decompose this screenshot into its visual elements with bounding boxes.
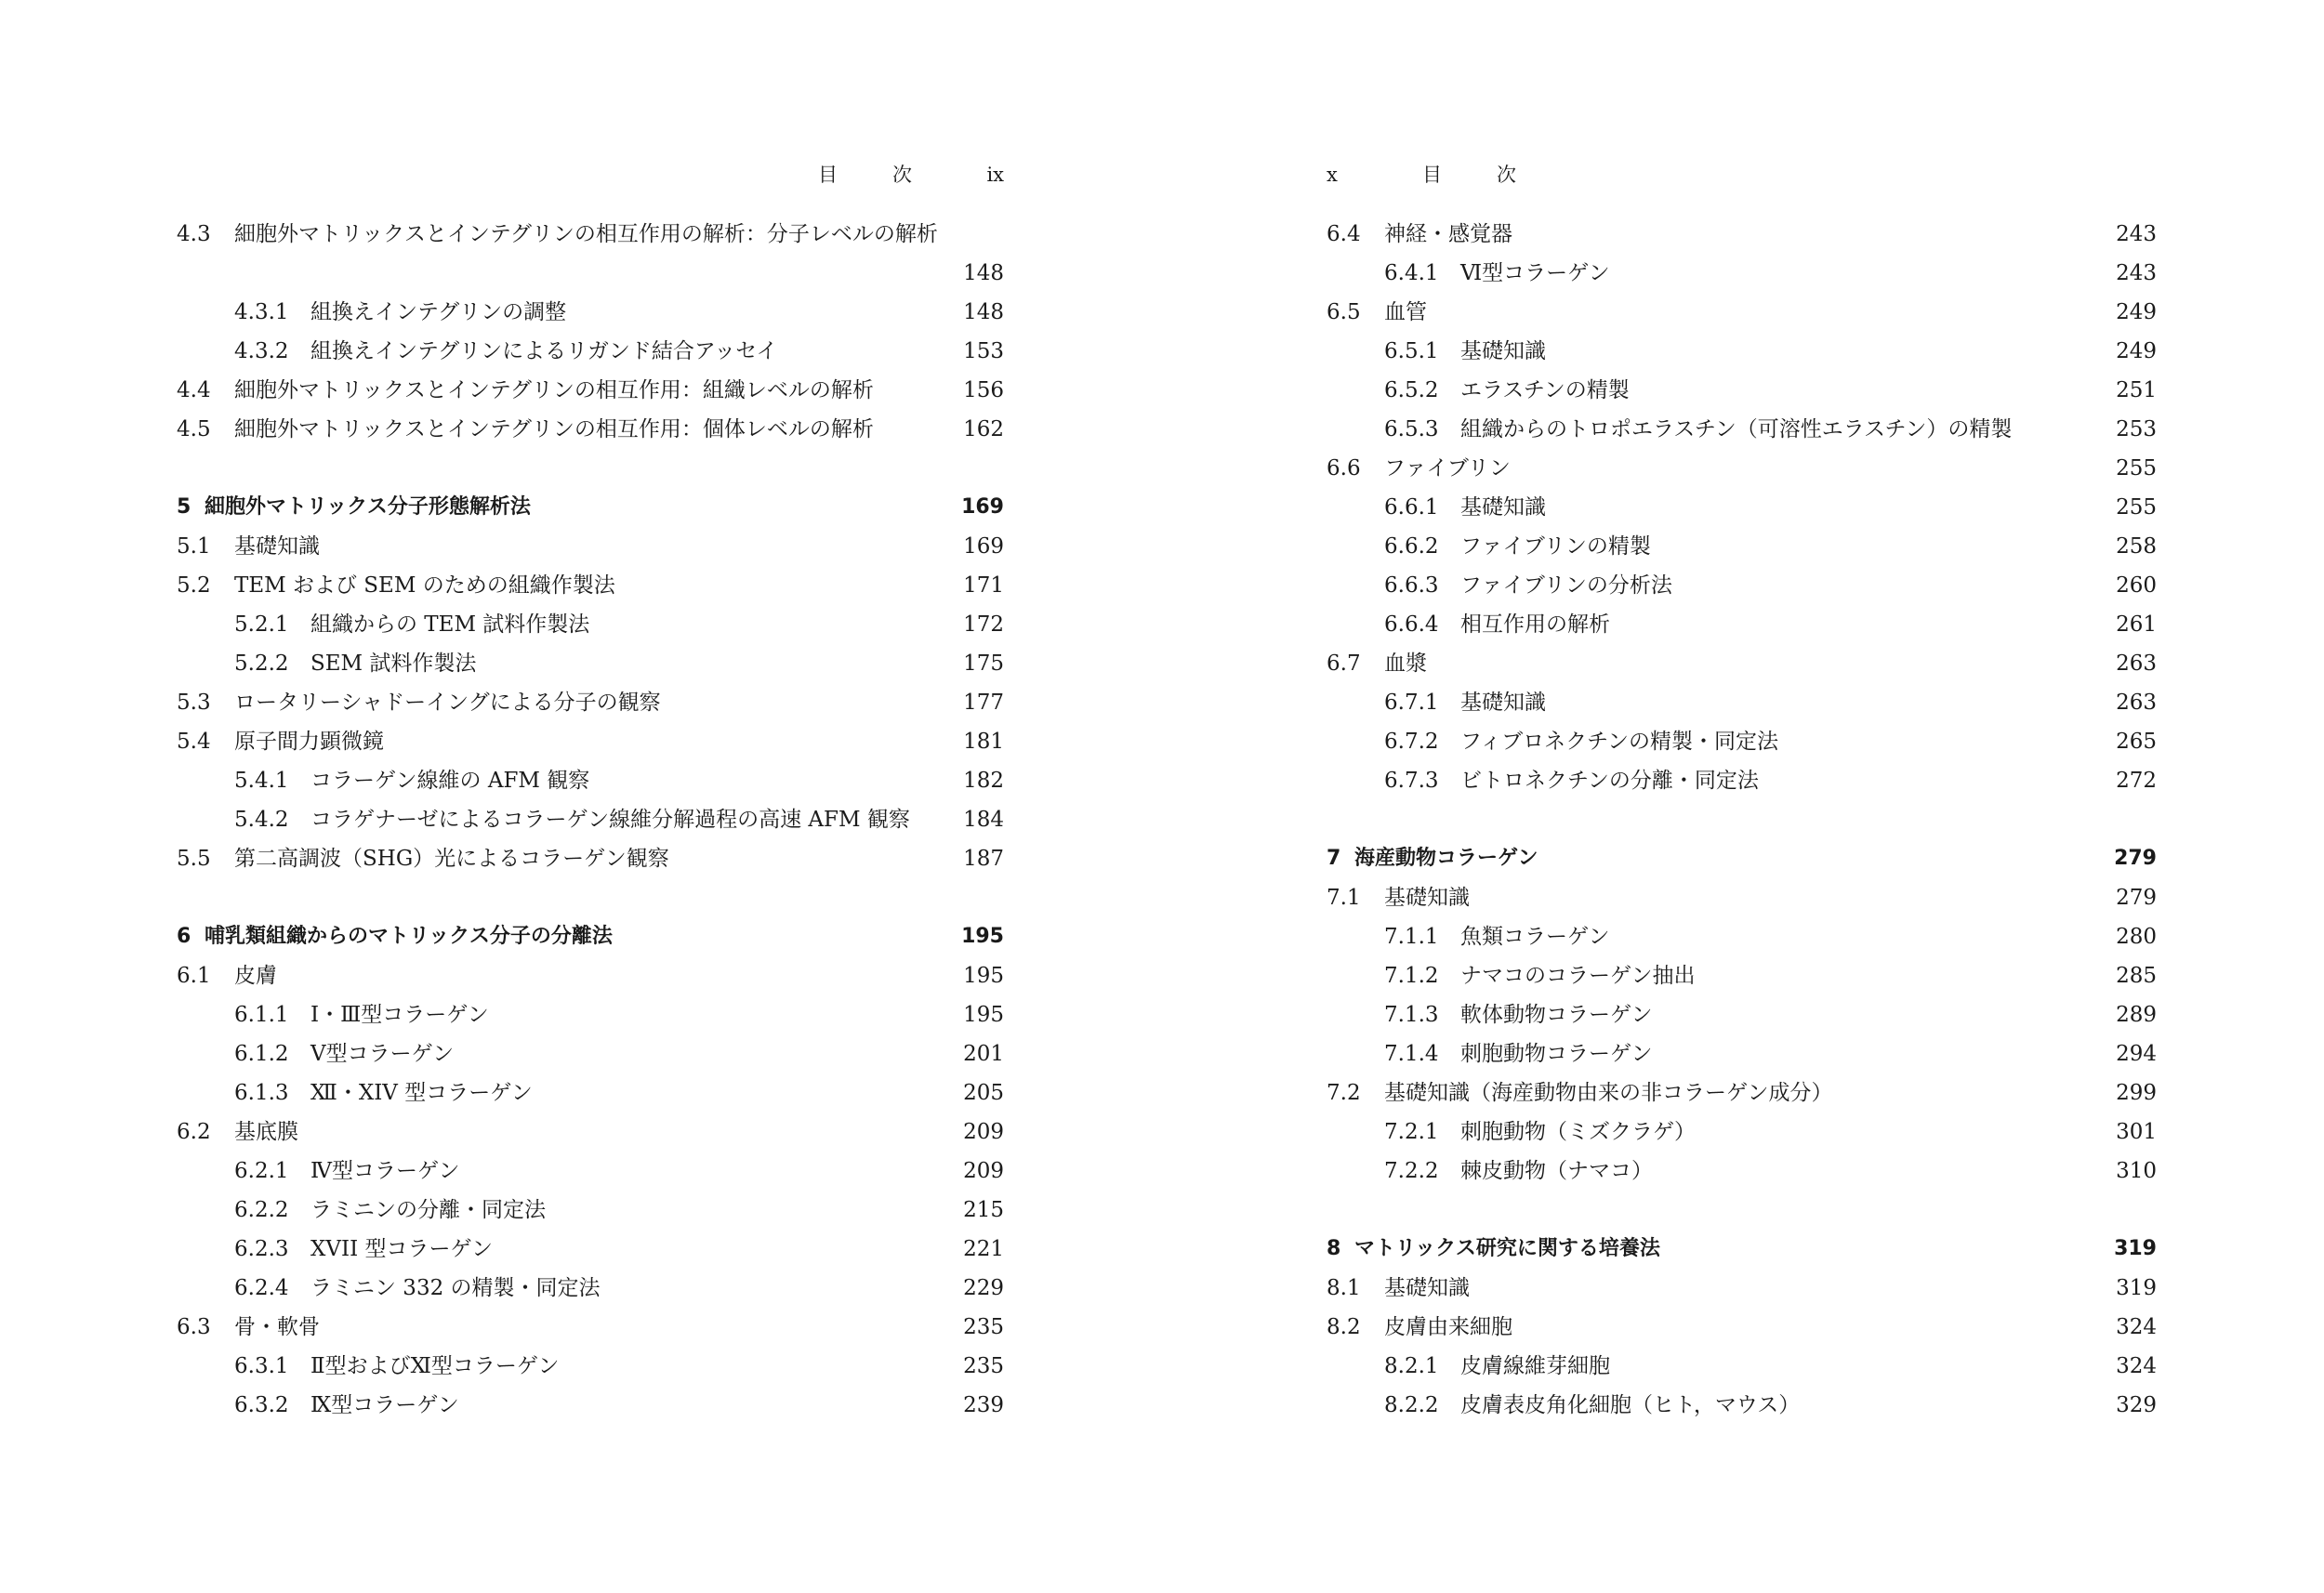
toc-entry[interactable] bbox=[1327, 1073, 2157, 1112]
section-number: 6.6.2 bbox=[1384, 534, 1439, 559]
toc-entry[interactable] bbox=[1327, 449, 2157, 488]
toc-entry[interactable] bbox=[177, 410, 1004, 449]
left-page bbox=[177, 0, 1004, 1593]
section-number: 6.7 bbox=[1327, 652, 1361, 676]
section-title: 基礎知識 bbox=[1460, 495, 1546, 520]
section-number: 5.2.1 bbox=[234, 612, 289, 637]
page-number: 249 bbox=[2116, 339, 2157, 363]
page-number: 319 bbox=[2116, 1276, 2157, 1300]
page-number: 187 bbox=[963, 847, 1004, 871]
toc-entry[interactable] bbox=[177, 332, 1004, 371]
toc-entry[interactable] bbox=[1327, 527, 2157, 566]
toc-entry[interactable] bbox=[177, 371, 1004, 410]
section-number: 7.2.2 bbox=[1384, 1159, 1439, 1183]
page-number: 195 bbox=[961, 925, 1004, 948]
section-title: ファイブリンの精製 bbox=[1460, 534, 1651, 559]
section-number: 7.1.4 bbox=[1384, 1042, 1439, 1066]
section-number: 7.1 bbox=[1327, 886, 1361, 910]
page-number: 265 bbox=[2116, 730, 2157, 754]
page-number: ix bbox=[986, 164, 1004, 186]
spacer bbox=[177, 449, 1004, 488]
toc-entry[interactable] bbox=[1327, 410, 2157, 449]
page-number: 258 bbox=[2116, 534, 2157, 559]
section-number: 6.2.2 bbox=[234, 1198, 289, 1222]
section-number: 6.6 bbox=[1327, 456, 1361, 481]
spacer bbox=[1327, 800, 2157, 839]
toc-entry[interactable] bbox=[177, 1308, 1004, 1347]
section-number: 5.3 bbox=[177, 691, 211, 715]
section-title: 棘皮動物（ナマコ） bbox=[1460, 1159, 1653, 1183]
page-number: 310 bbox=[2116, 1159, 2157, 1183]
section-number: 4.4 bbox=[177, 378, 211, 402]
section-title: Ⅵ型コラーゲン bbox=[1460, 261, 1610, 285]
section-title: コラーゲン線維の AFM 観察 bbox=[310, 769, 590, 793]
toc-entry[interactable] bbox=[1327, 254, 2157, 293]
section-number: 6.5.2 bbox=[1384, 378, 1439, 402]
page-number: 301 bbox=[2116, 1120, 2157, 1144]
toc-entry[interactable] bbox=[1327, 605, 2157, 644]
toc-entry[interactable] bbox=[177, 722, 1004, 761]
toc-entry-continued[interactable] bbox=[177, 254, 1004, 293]
section-number: 6.5 bbox=[1327, 300, 1361, 324]
section-title: 第二高調波（SHG）光によるコラーゲン観察 bbox=[234, 847, 669, 871]
toc-entry[interactable] bbox=[177, 1152, 1004, 1191]
toc-entry[interactable] bbox=[177, 1073, 1004, 1112]
section-number: 4.3.2 bbox=[234, 339, 289, 363]
section-title: 組織からのトロポエラスチン（可溶性エラスチン）の精製 bbox=[1460, 417, 2013, 441]
toc-entry[interactable] bbox=[1327, 878, 2157, 917]
page-number: 169 bbox=[963, 534, 1004, 559]
page-number: 251 bbox=[2116, 378, 2157, 402]
section-title: ラミニン 332 の精製・同定法 bbox=[310, 1276, 601, 1300]
page-number: 255 bbox=[2116, 456, 2157, 481]
page-number: 294 bbox=[2116, 1042, 2157, 1066]
section-title: 組換えインテグリンによるリガンド結合アッセイ bbox=[310, 339, 778, 363]
page-number: 215 bbox=[963, 1198, 1004, 1222]
chapter-title: 哺乳類組織からのマトリックス分子の分離法 bbox=[205, 925, 613, 948]
page-number: 289 bbox=[2116, 1003, 2157, 1027]
section-title: XVII 型コラーゲン bbox=[310, 1237, 494, 1261]
section-title: TEM および SEM のための組織作製法 bbox=[234, 573, 615, 598]
page-number: 153 bbox=[963, 339, 1004, 363]
toc-list-left bbox=[177, 215, 1004, 1425]
toc-entry[interactable] bbox=[177, 1386, 1004, 1425]
chapter-number: 8 bbox=[1327, 1237, 1341, 1260]
section-title: 原子間力顕微鏡 bbox=[234, 730, 384, 754]
section-number: 6.7.3 bbox=[1384, 769, 1439, 793]
toc-entry[interactable] bbox=[1327, 1386, 2157, 1425]
section-title: 基底膜 bbox=[234, 1120, 298, 1144]
toc-entry[interactable] bbox=[177, 1269, 1004, 1308]
page-number: 182 bbox=[963, 769, 1004, 793]
section-title: 血管 bbox=[1384, 300, 1427, 324]
section-title: 細胞外マトリックスとインテグリンの相互作用：組織レベルの解析 bbox=[234, 378, 874, 402]
section-title: 骨・軟骨 bbox=[234, 1315, 320, 1339]
section-number: 4.3 bbox=[177, 222, 211, 246]
section-title: 血漿 bbox=[1384, 652, 1427, 676]
toc-entry[interactable] bbox=[1327, 644, 2157, 683]
toc-entry[interactable] bbox=[177, 1347, 1004, 1386]
toc-entry[interactable] bbox=[1327, 1308, 2157, 1347]
page-number: 148 bbox=[963, 261, 1004, 285]
section-number: 6.6.4 bbox=[1384, 612, 1439, 637]
section-title: Ⅴ型コラーゲン bbox=[310, 1042, 455, 1066]
chapter-title: 海産動物コラーゲン bbox=[1354, 847, 1538, 870]
page-number: 324 bbox=[2116, 1315, 2157, 1339]
page-number: 205 bbox=[963, 1081, 1004, 1105]
page-number: 263 bbox=[2116, 691, 2157, 715]
section-number: 4.3.1 bbox=[234, 300, 289, 324]
section-title: 組換えインテグリンの調整 bbox=[310, 300, 567, 324]
section-title: 神経・感覚器 bbox=[1384, 222, 1512, 246]
section-title: 刺胞動物（ミズクラゲ） bbox=[1460, 1120, 1696, 1144]
toc-entry[interactable] bbox=[1327, 371, 2157, 410]
toc-entry[interactable] bbox=[1327, 917, 2157, 956]
page-number: 229 bbox=[963, 1276, 1004, 1300]
toc-entry[interactable] bbox=[1327, 722, 2157, 761]
page-number: 162 bbox=[963, 417, 1004, 441]
page-number: x bbox=[1327, 164, 1338, 186]
section-title: 刺胞動物コラーゲン bbox=[1460, 1042, 1653, 1066]
toc-entry[interactable] bbox=[177, 995, 1004, 1034]
section-title: SEM 試料作製法 bbox=[310, 652, 477, 676]
toc-entry[interactable] bbox=[1327, 332, 2157, 371]
page-number: 184 bbox=[963, 808, 1004, 832]
page-number: 319 bbox=[2114, 1237, 2157, 1260]
section-title: ナマコのコラーゲン抽出 bbox=[1460, 964, 1696, 988]
toc-entry[interactable] bbox=[177, 605, 1004, 644]
page-number: 181 bbox=[963, 730, 1004, 754]
section-title: Ⅰ・Ⅲ型コラーゲン bbox=[310, 1003, 489, 1027]
toc-entry[interactable] bbox=[1327, 1269, 2157, 1308]
page-number: 324 bbox=[2116, 1354, 2157, 1378]
section-title: ロータリーシャドーイングによる分子の観察 bbox=[234, 691, 661, 715]
toc-entry[interactable] bbox=[1327, 956, 2157, 995]
section-title: エラスチンの精製 bbox=[1460, 378, 1630, 402]
page-number: 280 bbox=[2116, 925, 2157, 949]
page-number: 175 bbox=[963, 652, 1004, 676]
toc-chapter[interactable] bbox=[177, 917, 1004, 956]
section-number: 6.4.1 bbox=[1384, 261, 1439, 285]
section-number: 5.2.2 bbox=[234, 652, 289, 676]
section-title: ファイブリンの分析法 bbox=[1460, 573, 1672, 598]
page-number: 221 bbox=[963, 1237, 1004, 1261]
section-number: 7.1.3 bbox=[1384, 1003, 1439, 1027]
section-number: 8.2.2 bbox=[1384, 1393, 1439, 1417]
page-number: 263 bbox=[2116, 652, 2157, 676]
section-number: 6.1.3 bbox=[234, 1081, 289, 1105]
section-number: 7.1.2 bbox=[1384, 964, 1439, 988]
section-title: ビトロネクチンの分離・同定法 bbox=[1460, 769, 1759, 793]
section-number: 8.2.1 bbox=[1384, 1354, 1439, 1378]
section-number: 6.3.2 bbox=[234, 1393, 289, 1417]
right-page bbox=[1327, 0, 2157, 1593]
toc-chapter[interactable] bbox=[1327, 839, 2157, 878]
toc-entry[interactable] bbox=[177, 1112, 1004, 1152]
section-title: ラミニンの分離・同定法 bbox=[310, 1198, 546, 1222]
page-number: 255 bbox=[2116, 495, 2157, 520]
chapter-number: 6 bbox=[177, 925, 191, 948]
section-number: 6.7.1 bbox=[1384, 691, 1439, 715]
page-number: 148 bbox=[963, 300, 1004, 324]
section-title: 基礎知識 bbox=[234, 534, 320, 559]
section-number: 7.2.1 bbox=[1384, 1120, 1439, 1144]
toc-entry[interactable] bbox=[1327, 293, 2157, 332]
section-number: 6.2.3 bbox=[234, 1237, 289, 1261]
section-title: 皮膚 bbox=[234, 964, 277, 988]
section-title: 皮膚表皮角化細胞（ヒト，マウス） bbox=[1460, 1393, 1801, 1417]
chapter-number: 7 bbox=[1327, 847, 1341, 870]
page-number: 195 bbox=[963, 964, 1004, 988]
header-title-char-1: 目 bbox=[818, 164, 838, 186]
page-number: 171 bbox=[963, 573, 1004, 598]
page-number: 285 bbox=[2116, 964, 2157, 988]
section-title: 組織からの TEM 試料作製法 bbox=[310, 612, 590, 637]
header-title-char-2: 次 bbox=[1497, 164, 1516, 186]
section-number: 4.5 bbox=[177, 417, 211, 441]
section-number: 6.6.1 bbox=[1384, 495, 1439, 520]
spacer bbox=[1327, 1191, 2157, 1230]
section-title: フィブロネクチンの精製・同定法 bbox=[1460, 730, 1779, 754]
section-number: 6.2.4 bbox=[234, 1276, 289, 1300]
section-title: 魚類コラーゲン bbox=[1460, 925, 1610, 949]
page-number: 169 bbox=[961, 495, 1004, 519]
section-number: 6.1.2 bbox=[234, 1042, 289, 1066]
toc-entry[interactable] bbox=[177, 956, 1004, 995]
toc-entry[interactable] bbox=[177, 1191, 1004, 1230]
toc-entry[interactable] bbox=[177, 1230, 1004, 1269]
section-number: 6.7.2 bbox=[1384, 730, 1439, 754]
section-title: 基礎知識 bbox=[1384, 886, 1470, 910]
section-number: 8.1 bbox=[1327, 1276, 1361, 1300]
spacer bbox=[177, 878, 1004, 917]
page-number: 299 bbox=[2116, 1081, 2157, 1105]
page-number: 201 bbox=[963, 1042, 1004, 1066]
section-number: 6.3.1 bbox=[234, 1354, 289, 1378]
chapter-title: マトリックス研究に関する培養法 bbox=[1354, 1237, 1660, 1260]
toc-entry[interactable] bbox=[177, 644, 1004, 683]
toc-entry[interactable] bbox=[1327, 1152, 2157, 1191]
section-title: Ⅳ型コラーゲン bbox=[310, 1159, 460, 1183]
section-title: 基礎知識 bbox=[1460, 691, 1546, 715]
toc-chapter[interactable] bbox=[1327, 1230, 2157, 1269]
running-header-left bbox=[177, 160, 1004, 190]
section-title: 皮膚線維芽細胞 bbox=[1460, 1354, 1610, 1378]
section-title: Ⅻ・XIV 型コラーゲン bbox=[310, 1081, 533, 1105]
section-number: 7.2 bbox=[1327, 1081, 1361, 1105]
toc-entry[interactable] bbox=[177, 683, 1004, 722]
toc-entry[interactable] bbox=[177, 761, 1004, 800]
section-number: 6.3 bbox=[177, 1315, 211, 1339]
toc-list-right bbox=[1327, 215, 2157, 1425]
toc-entry[interactable] bbox=[1327, 566, 2157, 605]
toc-entry[interactable] bbox=[1327, 1347, 2157, 1386]
toc-entry[interactable] bbox=[177, 839, 1004, 878]
header-title-char-2: 次 bbox=[892, 164, 912, 186]
page-number: 243 bbox=[2116, 222, 2157, 246]
section-title: コラゲナーゼによるコラーゲン線維分解過程の高速 AFM 観察 bbox=[310, 808, 910, 832]
page-number: 195 bbox=[963, 1003, 1004, 1027]
section-title: 基礎知識 bbox=[1384, 1276, 1470, 1300]
page-number: 253 bbox=[2116, 417, 2157, 441]
page-number: 279 bbox=[2114, 847, 2157, 870]
section-title: Ⅱ型およびⅪ型コラーゲン bbox=[310, 1354, 560, 1378]
section-number: 6.5.3 bbox=[1384, 417, 1439, 441]
section-number: 5.2 bbox=[177, 573, 211, 598]
page-number: 272 bbox=[2116, 769, 2157, 793]
page-number: 235 bbox=[963, 1354, 1004, 1378]
page-number: 279 bbox=[2116, 886, 2157, 910]
section-number: 6.1.1 bbox=[234, 1003, 289, 1027]
toc-entry[interactable] bbox=[1327, 1112, 2157, 1152]
toc-entry[interactable] bbox=[1327, 761, 2157, 800]
page-number: 249 bbox=[2116, 300, 2157, 324]
section-number: 6.2.1 bbox=[234, 1159, 289, 1183]
running-header-right bbox=[1327, 160, 2157, 190]
section-title: 基礎知識 bbox=[1460, 339, 1546, 363]
toc-entry[interactable] bbox=[1327, 995, 2157, 1034]
section-title: Ⅸ型コラーゲン bbox=[310, 1393, 459, 1417]
section-number: 6.1 bbox=[177, 964, 211, 988]
toc-entry[interactable] bbox=[1327, 683, 2157, 722]
page-number: 329 bbox=[2116, 1393, 2157, 1417]
section-number: 6.4 bbox=[1327, 222, 1361, 246]
section-title: ファイブリン bbox=[1384, 456, 1511, 481]
toc-entry[interactable] bbox=[177, 800, 1004, 839]
toc-entry[interactable] bbox=[177, 293, 1004, 332]
section-number: 8.2 bbox=[1327, 1315, 1361, 1339]
toc-entry[interactable] bbox=[177, 1034, 1004, 1073]
section-title: 基礎知識（海産動物由来の非コラーゲン成分） bbox=[1384, 1081, 1833, 1105]
section-number: 5.4.1 bbox=[234, 769, 289, 793]
toc-entry[interactable] bbox=[1327, 1034, 2157, 1073]
page-number: 235 bbox=[963, 1315, 1004, 1339]
section-number: 7.1.1 bbox=[1384, 925, 1439, 949]
section-number: 6.2 bbox=[177, 1120, 211, 1144]
section-number: 5.4 bbox=[177, 730, 211, 754]
header-title-char-1: 目 bbox=[1422, 164, 1442, 186]
toc-entry[interactable] bbox=[177, 527, 1004, 566]
page-number: 209 bbox=[963, 1159, 1004, 1183]
page-number: 243 bbox=[2116, 261, 2157, 285]
section-title: 軟体動物コラーゲン bbox=[1460, 1003, 1653, 1027]
page-number: 172 bbox=[963, 612, 1004, 637]
page-number: 177 bbox=[963, 691, 1004, 715]
toc-chapter[interactable] bbox=[177, 488, 1004, 527]
section-number: 5.4.2 bbox=[234, 808, 289, 832]
section-title: 皮膚由来細胞 bbox=[1384, 1315, 1512, 1339]
section-title: 細胞外マトリックスとインテグリンの相互作用の解析：分子レベルの解析 bbox=[234, 222, 938, 246]
section-number: 5.1 bbox=[177, 534, 211, 559]
section-title: 相互作用の解析 bbox=[1460, 612, 1610, 637]
section-number: 5.5 bbox=[177, 847, 211, 871]
toc-entry[interactable] bbox=[177, 215, 1004, 254]
page-number: 239 bbox=[963, 1393, 1004, 1417]
chapter-title: 細胞外マトリックス分子形態解析法 bbox=[205, 495, 531, 519]
toc-entry[interactable] bbox=[1327, 215, 2157, 254]
page-number: 260 bbox=[2116, 573, 2157, 598]
page-number: 261 bbox=[2116, 612, 2157, 637]
chapter-number: 5 bbox=[177, 495, 191, 519]
section-number: 6.5.1 bbox=[1384, 339, 1439, 363]
page-number: 209 bbox=[963, 1120, 1004, 1144]
section-title: 細胞外マトリックスとインテグリンの相互作用：個体レベルの解析 bbox=[234, 417, 874, 441]
page-number: 156 bbox=[963, 378, 1004, 402]
section-number: 6.6.3 bbox=[1384, 573, 1439, 598]
toc-entry[interactable] bbox=[1327, 488, 2157, 527]
toc-entry[interactable] bbox=[177, 566, 1004, 605]
